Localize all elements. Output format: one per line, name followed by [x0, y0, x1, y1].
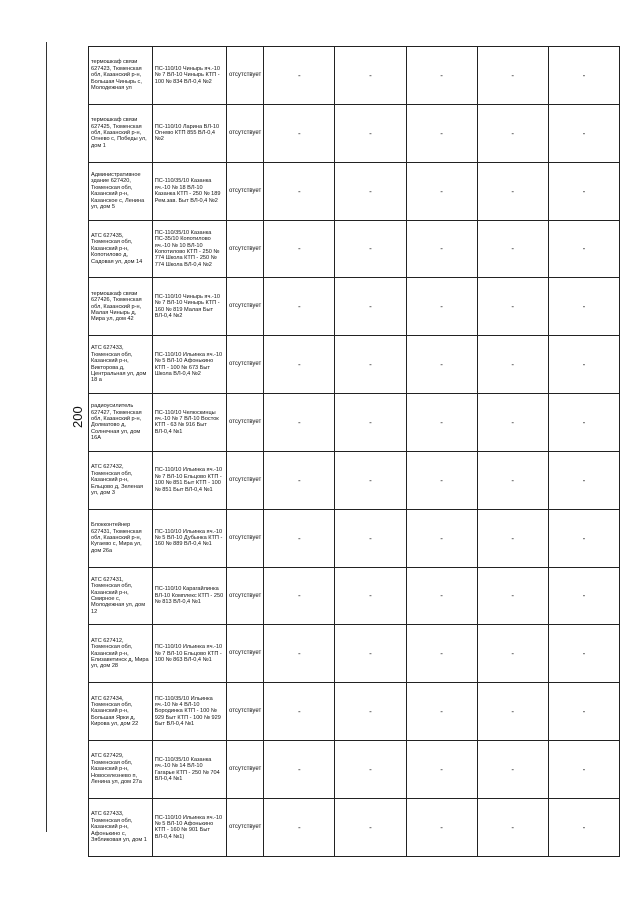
value-cell: [548, 567, 619, 625]
value-cell: [477, 336, 548, 394]
value-cell: [335, 336, 406, 394]
value-cell-text: -: [511, 649, 515, 659]
power-line-cell: [152, 278, 226, 336]
value-cell: [406, 741, 477, 799]
value-cell-text: -: [297, 417, 301, 427]
status-cell-text: отсутствует: [229, 303, 262, 310]
value-cell-text: -: [511, 764, 515, 774]
status-cell: [227, 394, 264, 452]
table-row: [89, 278, 620, 336]
status-cell-text: отсутствует: [229, 476, 262, 483]
status-cell: [227, 162, 264, 220]
status-cell-text: отсутствует: [229, 71, 262, 78]
address-cell-text: АТС 627429, Тюменская обл, Казанский р-н, Новоселезнево п, Ленина ул, дом 27а: [91, 753, 142, 786]
value-cell: [335, 567, 406, 625]
value-cell-text: -: [440, 302, 443, 312]
status-cell-text: отсутствует: [229, 361, 262, 368]
value-cell: [335, 47, 406, 105]
power-line-cell-text: ПС-110/35/10 Казанка яч.-10 № 14 ВЛ-10 Гагарье КТП - 250 № 704 ВЛ-0,4 №1: [154, 756, 220, 782]
value-cell-text: -: [440, 70, 443, 80]
value-cell-text: -: [582, 822, 586, 832]
value-cell-text: -: [369, 244, 372, 254]
address-cell: [89, 625, 153, 683]
value-cell: [264, 625, 335, 683]
table-row: [89, 104, 620, 162]
value-cell: [335, 278, 406, 336]
value-cell-text: -: [440, 186, 443, 196]
value-cell: [406, 451, 477, 509]
value-cell: [477, 741, 548, 799]
value-cell-text: -: [511, 128, 515, 138]
value-cell: [264, 567, 335, 625]
status-cell-text: отсутствует: [229, 534, 262, 541]
value-cell-text: -: [582, 360, 586, 370]
margin-line: [46, 42, 47, 832]
value-cell-text: -: [582, 649, 586, 659]
address-cell-text: АТС 627433, Тюменская обл, Казанский р-н, Афонькино с, Зябликовая ул, дом 1: [91, 811, 147, 844]
value-cell: [477, 278, 548, 336]
status-cell: [227, 798, 264, 856]
address-cell: [89, 567, 153, 625]
power-line-cell: [152, 567, 226, 625]
value-cell-text: -: [297, 822, 301, 832]
value-cell-text: -: [297, 475, 301, 485]
value-cell: [477, 47, 548, 105]
value-cell-text: -: [511, 822, 515, 832]
value-cell: [264, 162, 335, 220]
address-cell-text: Административное здание 627420, Тюменская обл, Казанский р-н, Казанское с, Ленина ул, дом 5: [91, 171, 145, 210]
power-line-cell: [152, 47, 226, 105]
value-cell-text: -: [511, 186, 515, 196]
address-cell-text: АТС 627434, Тюменская обл, Казанский р-н, Большая Ярки д, Кирова ул, дом 22: [91, 695, 139, 728]
value-cell: [264, 451, 335, 509]
value-cell-text: -: [582, 186, 586, 196]
value-cell-text: -: [297, 244, 301, 254]
value-cell: [264, 104, 335, 162]
value-cell: [548, 451, 619, 509]
table-row: [89, 162, 620, 220]
address-cell: [89, 394, 153, 452]
power-line-cell: [152, 162, 226, 220]
value-cell-text: -: [369, 822, 372, 832]
value-cell-text: -: [511, 591, 515, 601]
value-cell-text: -: [511, 533, 515, 543]
address-cell-text: термошкаф связи 627425, Тюменская обл, Казанский р-н, Огнево с, Победы ул, дом 1: [91, 117, 147, 149]
value-cell-text: -: [511, 360, 515, 370]
address-cell: [89, 162, 153, 220]
value-cell-text: -: [369, 70, 372, 80]
address-cell: [89, 683, 153, 741]
address-cell: [89, 509, 153, 567]
value-cell: [477, 625, 548, 683]
value-cell: [264, 683, 335, 741]
value-cell: [335, 741, 406, 799]
value-cell: [477, 567, 548, 625]
value-cell-text: -: [582, 475, 586, 485]
value-cell: [406, 567, 477, 625]
power-line-cell: [152, 625, 226, 683]
power-line-cell-text: ПС-110/10 Челюскинцы яч.-10 № 7 ВЛ-10 Восток КТП - 63 № 916 Быт ВЛ-0,4 №1: [154, 409, 219, 435]
status-cell: [227, 47, 264, 105]
value-cell: [335, 625, 406, 683]
value-cell-text: -: [297, 649, 301, 659]
power-line-cell-text: ПС-110/35/10 Ильинка яч.-10 № 4 ВЛ-10 Бородинка КТП - 100 № 929 Быт КТП - 100 № 929 Быт ВЛ-0,4 №1: [154, 695, 221, 728]
address-cell-text: АТС 627412, Тюменская обл, Казанский р-н, Елизаветинск д, Мира ул, дом 28: [91, 637, 149, 670]
value-cell-text: -: [511, 475, 515, 485]
status-cell: [227, 220, 264, 278]
value-cell: [548, 625, 619, 683]
value-cell-text: -: [582, 707, 586, 717]
address-cell: [89, 278, 153, 336]
value-cell: [335, 220, 406, 278]
value-cell: [406, 683, 477, 741]
value-cell-text: -: [440, 822, 443, 832]
value-cell-text: -: [440, 244, 443, 254]
address-cell-text: термошкаф связи 627423, Тюменская обл, Казанский р-н, Большая Чинырь с, Молодежная ул: [91, 59, 142, 92]
address-cell: [89, 336, 153, 394]
status-cell: [227, 336, 264, 394]
value-cell: [406, 162, 477, 220]
value-cell: [477, 683, 548, 741]
address-cell-text: термошкаф связи 627426, Тюменская обл, Казанский р-н, Малая Чинырь д, Мира ул, дом 42: [91, 290, 142, 323]
value-cell: [477, 509, 548, 567]
value-cell-text: -: [582, 591, 586, 601]
value-cell-text: -: [511, 244, 515, 254]
value-cell-text: -: [369, 128, 372, 138]
power-line-cell: [152, 336, 226, 394]
power-line-cell: [152, 509, 226, 567]
status-cell-text: отсутствует: [229, 187, 262, 194]
value-cell-text: -: [440, 764, 443, 774]
value-cell: [406, 336, 477, 394]
value-cell: [335, 451, 406, 509]
power-line-cell-text: ПС-110/10 Ильинка яч.-10 № 5 ВЛ-10 Афонькино КТП - 160 № 901 Быт ВЛ-0,4 №1): [154, 814, 223, 840]
value-cell: [335, 798, 406, 856]
value-cell: [264, 278, 335, 336]
value-cell: [548, 220, 619, 278]
address-cell-text: АТС 627431, Тюменская обл, Казанский р-н, Смирное с, Молодежная ул, дом 12: [91, 576, 146, 615]
status-cell: [227, 683, 264, 741]
power-line-cell-text: ПС-110/10 Ильинка яч.-10 № 5 ВЛ-10 Дубынка КТП - 160 № 889 ВЛ-0,4 №1: [154, 528, 223, 548]
value-cell: [548, 683, 619, 741]
value-cell: [548, 336, 619, 394]
value-cell-text: -: [511, 302, 515, 312]
address-cell: [89, 220, 153, 278]
value-cell-text: -: [297, 360, 301, 370]
status-cell-text: отсутствует: [229, 592, 262, 599]
table-row: [89, 741, 620, 799]
status-cell-text: отсутствует: [229, 129, 262, 136]
status-cell-text: отсутствует: [229, 766, 262, 773]
power-line-cell: [152, 451, 226, 509]
value-cell-text: -: [297, 764, 301, 774]
value-cell: [264, 741, 335, 799]
status-cell: [227, 278, 264, 336]
value-cell-text: -: [440, 649, 443, 659]
value-cell-text: -: [440, 707, 443, 717]
value-cell-text: -: [369, 302, 372, 312]
data-table: [88, 46, 620, 857]
value-cell-text: -: [369, 360, 372, 370]
value-cell: [264, 798, 335, 856]
value-cell-text: -: [297, 533, 301, 543]
value-cell: [477, 104, 548, 162]
address-cell-text: АТС 627435, Тюменская обл, Казанский р-н, Копотилово д, Садовая ул, дом 14: [91, 232, 143, 265]
table-row: [89, 47, 620, 105]
value-cell-text: -: [582, 533, 586, 543]
value-cell: [335, 162, 406, 220]
power-line-cell: [152, 104, 226, 162]
value-cell: [548, 47, 619, 105]
value-cell: [406, 104, 477, 162]
status-cell: [227, 567, 264, 625]
table-row: [89, 394, 620, 452]
value-cell-text: -: [369, 649, 372, 659]
value-cell-text: -: [440, 591, 443, 601]
address-cell: [89, 798, 153, 856]
value-cell-text: -: [369, 533, 372, 543]
value-cell: [548, 162, 619, 220]
status-cell: [227, 625, 264, 683]
power-line-cell-text: ПС-110/10 Карагайлинка ВЛ-10 Комплекс КТП - 250 № 813 ВЛ-0,4 №1: [154, 586, 224, 606]
value-cell-text: -: [511, 417, 515, 427]
value-cell: [264, 336, 335, 394]
address-cell: [89, 451, 153, 509]
power-line-cell: [152, 683, 226, 741]
address-cell-text: АТС 627432, Тюменская обл, Казанский р-н, Ельцово д, Зеленая ул, дом 3: [91, 464, 144, 496]
status-cell: [227, 451, 264, 509]
status-cell-text: отсутствует: [229, 245, 262, 252]
value-cell-text: -: [440, 417, 443, 427]
value-cell-text: -: [582, 128, 586, 138]
power-line-cell-text: ПС-110/35/10 Казанка ПС-35/10 Копотилово яч.-10 № 10 ВЛ-10 Копотилово КТП - 250 № 774 Школа КТП - 250 № 774 Школа ВЛ-0,4 №2: [154, 229, 220, 268]
power-line-cell: [152, 798, 226, 856]
value-cell: [406, 509, 477, 567]
value-cell: [548, 278, 619, 336]
value-cell: [477, 220, 548, 278]
value-cell: [335, 683, 406, 741]
status-cell-text: отсутствует: [229, 823, 262, 830]
value-cell: [477, 394, 548, 452]
address-cell-text: АТС 627433, Тюменская обл, Казанский р-н, Викторова д, Центральная ул, дом 18 а: [91, 345, 147, 384]
table-row: [89, 336, 620, 394]
power-line-cell-text: ПС-110/35/10 Казанка яч.-10 № 18 ВЛ-10 Казанка КТП - 250 № 189 Рем.зав. Быт ВЛ-0,4 №2: [154, 178, 221, 204]
value-cell-text: -: [440, 533, 443, 543]
power-line-cell-text: ПС-110/10 Ильинка яч.-10 № 7 ВЛ-10 Ельцово КТП - 100 № 863 ВЛ-0,4 №1: [154, 644, 223, 664]
value-cell-text: -: [369, 417, 372, 427]
value-cell-text: -: [297, 707, 301, 717]
value-cell: [264, 394, 335, 452]
value-cell-text: -: [582, 70, 586, 80]
value-cell-text: -: [440, 128, 443, 138]
value-cell-text: -: [582, 417, 586, 427]
status-cell-text: отсутствует: [229, 708, 262, 715]
power-line-cell: [152, 394, 226, 452]
status-cell: [227, 104, 264, 162]
table-row: [89, 451, 620, 509]
value-cell: [548, 104, 619, 162]
value-cell: [477, 798, 548, 856]
table-row: [89, 220, 620, 278]
value-cell: [264, 220, 335, 278]
value-cell: [335, 509, 406, 567]
status-cell: [227, 741, 264, 799]
value-cell: [335, 104, 406, 162]
value-cell-text: -: [297, 128, 301, 138]
value-cell: [406, 798, 477, 856]
value-cell-text: -: [369, 707, 372, 717]
value-cell: [477, 162, 548, 220]
value-cell-text: -: [297, 591, 301, 601]
value-cell-text: -: [582, 244, 586, 254]
status-cell-text: отсутствует: [229, 419, 262, 426]
value-cell: [548, 741, 619, 799]
table-row: [89, 509, 620, 567]
value-cell-text: -: [582, 302, 586, 312]
table-row: [89, 625, 620, 683]
value-cell-text: -: [582, 764, 586, 774]
status-cell-text: отсутствует: [229, 650, 262, 657]
value-cell: [264, 47, 335, 105]
value-cell-text: -: [297, 70, 301, 80]
value-cell: [406, 394, 477, 452]
value-cell: [548, 798, 619, 856]
address-cell-text: Блокконтейнер 627431, Тюменская обл, Казанский р-н, Кугаево с, Мира ул, дом 26а: [91, 522, 142, 554]
power-line-cell-text: ПС-110/10 Ильинка яч.-10 № 5 ВЛ-10 Афонькино КТП - 100 № 673 Быт Школа ВЛ-0,4 №2: [154, 351, 223, 378]
value-cell: [548, 509, 619, 567]
value-cell-text: -: [511, 707, 515, 717]
status-cell: [227, 509, 264, 567]
value-cell: [406, 278, 477, 336]
value-cell-text: -: [511, 70, 515, 80]
table-row: [89, 798, 620, 856]
value-cell: [264, 509, 335, 567]
power-line-cell-text: ПС-110/10 Чинырь яч.-10 № 7 ВЛ-10 Чинырь КТП - 160 № 819 Малая Быт ВЛ-0,4 №2: [154, 293, 221, 320]
value-cell-text: -: [440, 475, 443, 485]
power-line-cell-text: ПС-110/10 Ильинка яч.-10 № 7 ВЛ-10 Ельцово КТП - 100 № 851 Быт КТП - 100 № 851 Быт ВЛ-0,4 №1: [154, 467, 223, 493]
value-cell: [548, 394, 619, 452]
power-line-cell: [152, 741, 226, 799]
address-cell: [89, 741, 153, 799]
table-row: [89, 567, 620, 625]
value-cell-text: -: [369, 764, 372, 774]
value-cell-text: -: [440, 360, 443, 370]
value-cell-text: -: [297, 302, 301, 312]
address-cell-text: радиоусилитель 627427, Тюменская обл, Казанский р-н, Долматово д, Солнечная ул, дом 16А: [91, 403, 142, 442]
page-number: 200: [70, 406, 85, 428]
value-cell: [335, 394, 406, 452]
power-line-cell-text: ПС-110/10 Чинырь яч.-10 № 7 ВЛ-10 Чинырь КТП - 100 № 834 ВЛ-0,4 №2: [154, 65, 221, 85]
value-cell-text: -: [369, 591, 372, 601]
value-cell: [406, 220, 477, 278]
power-line-cell: [152, 220, 226, 278]
value-cell-text: -: [369, 475, 372, 485]
address-cell: [89, 104, 153, 162]
value-cell: [477, 451, 548, 509]
value-cell: [406, 625, 477, 683]
table-row: [89, 683, 620, 741]
value-cell-text: -: [369, 186, 372, 196]
value-cell-text: -: [297, 186, 301, 196]
value-cell: [406, 47, 477, 105]
address-cell: [89, 47, 153, 105]
power-line-cell-text: ПС-110/10 Ларина ВЛ-10 Огнево КТП 855 ВЛ-0,4 №2: [154, 123, 220, 143]
